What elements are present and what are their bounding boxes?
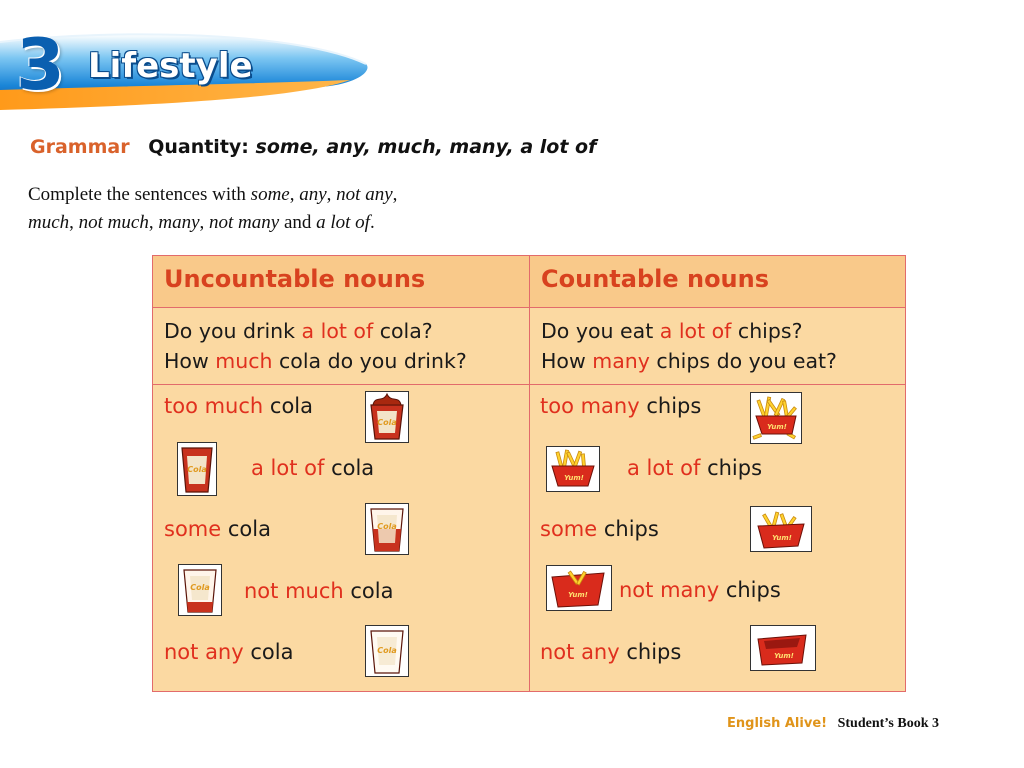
question-line: Do you drink a lot of cola? — [164, 319, 433, 343]
instr-word: not any — [336, 184, 393, 205]
header-uncountable — [153, 256, 530, 308]
svg-text:Cola: Cola — [190, 583, 210, 592]
instructions-lead: Complete the sentences with — [28, 184, 251, 205]
header-countable-label: Countable nouns — [541, 265, 770, 293]
example-row: not many chips — [619, 578, 781, 602]
svg-text:Cola: Cola — [377, 646, 397, 655]
countable-examples — [530, 385, 905, 691]
chips-box-full-icon — [546, 446, 600, 492]
question-line: How many chips do you eat? — [541, 349, 837, 373]
footer-book: Student’s Book 3 — [837, 716, 940, 731]
instr-word: some — [250, 184, 290, 205]
instr-word: many — [158, 212, 200, 233]
example-row: a lot of chips — [627, 456, 763, 480]
unit-number: 3 — [16, 24, 65, 106]
example-row: not any cola — [164, 640, 294, 664]
grammar-heading — [30, 136, 596, 158]
svg-text:Cola: Cola — [187, 465, 207, 474]
svg-text:Yum!: Yum! — [568, 591, 588, 599]
header-uncountable-label: Uncountable nouns — [164, 265, 426, 293]
cola-cup-little-icon — [178, 564, 222, 616]
example-row: some cola — [164, 517, 271, 541]
uncountable-questions — [153, 308, 530, 385]
svg-text:Cola: Cola — [377, 522, 397, 531]
question-line: How much cola do you drink? — [164, 349, 467, 373]
example-row: too many chips — [540, 394, 702, 418]
svg-text:Yum!: Yum! — [774, 652, 794, 660]
grammar-label: Grammar — [30, 136, 130, 158]
svg-text:Cola: Cola — [377, 418, 397, 427]
cola-cup-overflowing-icon — [365, 391, 409, 443]
instr-word: not many — [209, 212, 280, 233]
unit-title: Lifestyle — [88, 46, 253, 86]
footer-brand: English Alive! — [727, 716, 828, 731]
quantity-table — [152, 255, 906, 692]
chips-box-few-icon — [546, 565, 612, 611]
topic-prefix: Quantity: — [148, 136, 249, 158]
cola-cup-full-icon — [177, 442, 217, 496]
svg-text:Yum!: Yum! — [767, 423, 787, 431]
footer — [727, 716, 939, 732]
svg-text:Yum!: Yum! — [772, 534, 792, 542]
cola-cup-half-icon — [365, 503, 409, 555]
question-line: Do you eat a lot of chips? — [541, 319, 803, 343]
chips-box-empty-icon — [750, 625, 816, 671]
example-row: not any chips — [540, 640, 682, 664]
instr-word: much — [28, 212, 70, 233]
cola-cup-empty-icon — [365, 625, 409, 677]
instructions: Complete the sentences with some, any, not any, much, not much, many, not many and a lot of. — [28, 184, 398, 233]
example-row: some chips — [540, 517, 659, 541]
instr-word: not much — [78, 212, 149, 233]
example-row: not much cola — [244, 579, 394, 603]
example-row: too much cola — [164, 394, 314, 418]
uncountable-examples — [153, 385, 530, 691]
chips-box-some-icon — [750, 506, 812, 552]
header-countable — [530, 256, 905, 308]
instr-word: any — [299, 184, 327, 205]
chips-box-overflowing-icon — [750, 392, 802, 444]
svg-text:Yum!: Yum! — [564, 474, 584, 482]
countable-questions — [530, 308, 905, 385]
unit-banner — [0, 22, 380, 112]
instr-word: a lot of — [316, 212, 370, 233]
grammar-topic — [148, 136, 596, 158]
example-row: a lot of cola — [251, 456, 375, 480]
topic-words: some, any, much, many, a lot of — [255, 136, 597, 158]
